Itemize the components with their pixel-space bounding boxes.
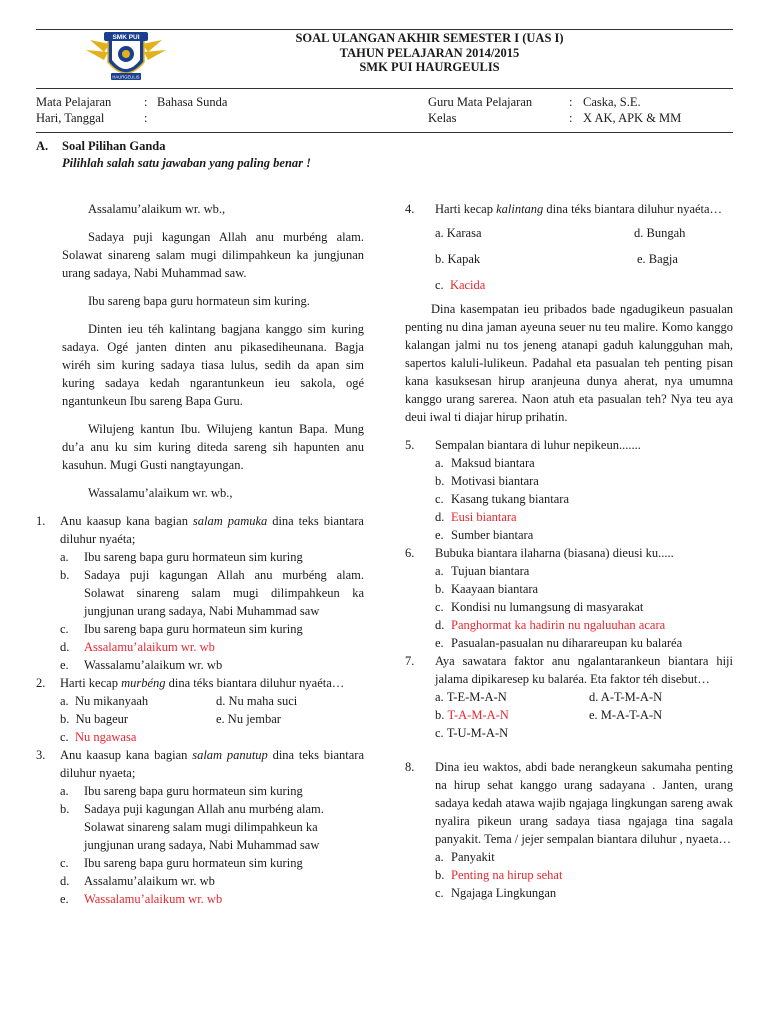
option-letter: a.	[60, 550, 69, 564]
option-letter: c.	[435, 886, 444, 900]
option-text: Assalamu’alaikum wr. wb	[84, 874, 215, 888]
option-letter: d.	[60, 640, 70, 654]
class-value: X AK, APK & MM	[583, 111, 682, 125]
option-letter: d.	[60, 874, 70, 888]
question-text-post: dina teks biantara diluhur nyaéta;	[60, 514, 364, 546]
section-heading	[36, 138, 436, 172]
option-letter: a.	[60, 784, 69, 798]
option-letter: d.	[435, 510, 445, 524]
question-4	[405, 200, 733, 218]
logo-top-text: SMK PUI	[112, 34, 140, 41]
question-text-post: dina téks biantara diluhur nyaéta…	[165, 676, 345, 690]
option-letter: b.	[60, 802, 70, 816]
option-text: Sadaya puji kagungan Allah anu murbéng alam. Solawat sinareng salam mugi dilimpahkeun ka jungjunan urang sadaya, Nabi Muhammad saw	[84, 568, 364, 618]
q5-option-b[interactable]	[405, 472, 733, 490]
option-text-answer: Wassalamu’alaikum wr. wb	[84, 892, 223, 906]
q1-option-a[interactable]	[36, 548, 364, 566]
option-text: Sumber biantara	[451, 528, 534, 542]
speech-paragraph-3: Dinten ieu téh kalintang bagjana kanggo sim kuring sadaya. Ogé janten dinten anu pikasediheunana. Bagja wiréh sim kuring sadaya tiasa lulus, sedih da apan sim kuring sadaya kedah ngarantunkeun ieu sakola, ogé ngantunkeun Ibu sareng Bapa Guru.	[62, 322, 364, 408]
option-letter: c.	[60, 856, 69, 870]
q3-option-e[interactable]	[36, 890, 364, 908]
option-letter: c.	[435, 726, 444, 740]
question-number: 8.	[405, 760, 415, 774]
q4-option-c[interactable]	[435, 276, 485, 294]
option-text: Nu bageur	[75, 712, 129, 726]
q5-option-c[interactable]	[405, 490, 733, 508]
option-text: Ibu sareng bapa guru hormateun sim kuring	[84, 856, 303, 870]
option-text: Kaayaan biantara	[451, 582, 539, 596]
option-letter: c.	[60, 730, 69, 744]
title-line-3: SMK PUI HAURGEULIS	[359, 60, 500, 74]
option-text-answer: Kacida	[449, 278, 486, 292]
q4-option-e[interactable]: e. Bagja	[637, 252, 678, 266]
subject-value: Bahasa Sunda	[157, 95, 228, 109]
option-letter: b.	[435, 868, 445, 882]
q6-option-d[interactable]	[405, 616, 733, 634]
q4-option-b[interactable]: b. Kapak	[435, 252, 481, 266]
question-text-em: kalintang	[496, 202, 544, 216]
option-text: Panyakit	[451, 850, 495, 864]
question-3	[36, 746, 364, 782]
option-letter: a.	[435, 850, 444, 864]
teacher-value: Caska, S.E.	[583, 95, 641, 109]
option-letter: b.	[435, 708, 445, 722]
question-text-post: dina teks biantara diluhur nyaeta;	[60, 748, 365, 780]
option-letter: a.	[435, 564, 444, 578]
q8-option-c[interactable]	[405, 884, 733, 902]
question-6	[405, 544, 733, 562]
q4-options-row-3	[405, 276, 733, 300]
speech-paragraph-1: Sadaya puji kagungan Allah anu murbéng alam. Solawat sinareng salam mugi dilimpahkeun ka jungjunan urang sadaya, Nabi Muhammad saw.	[62, 230, 364, 280]
question-number: 1.	[36, 514, 46, 528]
option-text: Maksud biantara	[451, 456, 535, 470]
question-text-em: murbéng	[121, 676, 166, 690]
option-letter: c.	[435, 278, 444, 292]
teacher-label: Guru Mata Pelajaran	[428, 95, 533, 109]
option-letter: b.	[435, 582, 445, 596]
option-text: T-E-M-A-N	[446, 690, 507, 704]
option-text-answer: T-A-M-A-N	[447, 708, 509, 722]
question-text-pre: Harti kecap	[435, 202, 497, 216]
class-label: Kelas	[428, 111, 457, 125]
q2-option-d[interactable]: d. Nu maha suci	[216, 694, 298, 708]
q3-option-b[interactable]	[36, 800, 364, 854]
option-text: Kasang tukang biantara	[451, 492, 570, 506]
option-text-answer: Assalamu’alaikum wr. wb	[84, 640, 215, 654]
q6-option-c[interactable]	[405, 598, 733, 616]
option-text: Wassalamu’alaikum wr. wb	[84, 658, 223, 672]
question-number: 6.	[405, 546, 415, 560]
option-letter: d.	[435, 618, 445, 632]
teacher-sep: :	[569, 95, 573, 109]
option-letter: e.	[435, 636, 444, 650]
question-text-em: salam panutup	[192, 748, 268, 762]
q7-option-b[interactable]	[435, 706, 509, 724]
date-label: Hari, Tanggal	[36, 111, 105, 125]
question-2	[36, 674, 364, 692]
option-letter: b.	[60, 712, 70, 726]
question-text: Dina ieu waktos, abdi bade nerangkeun sakumaha penting na hirup sehat kanggo urang sadayana . Janten, urang sadaya kedah atawa wajib ngajaga lingkungan sareng awak nyalira pikeun urang sadaya tiasa ngajaga tina sagala panyakit. Tema / jejer sempalan biantara diluhur , nyaeta…	[435, 760, 733, 846]
q2-option-a[interactable]	[60, 692, 148, 710]
q8-option-b[interactable]	[405, 866, 733, 884]
option-letter: a.	[435, 456, 444, 470]
question-number: 5.	[405, 438, 415, 452]
option-text-answer: Nu ngawasa	[74, 730, 137, 744]
speech-paragraph-4: Wilujeng kantun Ibu. Wilujeng kantun Bapa. Mung du’a anu ku sim kuring diteda sareng sih hapunten anu kasuhun. Mugi Gusti nangtayungan.	[62, 422, 364, 472]
question-number: 3.	[36, 748, 46, 762]
option-text: Pasualan-pasualan nu diharareupan ku balaréa	[451, 636, 683, 650]
option-text: Ibu sareng bapa guru hormateun sim kuring	[84, 622, 303, 636]
question-number: 2.	[36, 676, 46, 690]
q2-option-b[interactable]	[60, 710, 128, 728]
q6-option-e[interactable]	[405, 634, 733, 652]
q1-option-b[interactable]	[36, 566, 364, 620]
question-1	[36, 512, 364, 548]
q3-option-a[interactable]	[36, 782, 364, 800]
q1-option-d[interactable]	[36, 638, 364, 656]
option-text: Ibu sareng bapa guru hormateun sim kuring	[84, 550, 303, 564]
option-text: Ngajaga Lingkungan	[451, 886, 557, 900]
q1-option-e[interactable]	[36, 656, 364, 674]
option-letter: c.	[435, 492, 444, 506]
subject-label: Mata Pelajaran	[36, 95, 112, 109]
option-letter: e.	[60, 892, 69, 906]
q6-option-b[interactable]	[405, 580, 733, 598]
option-text: Kondisi nu lumangsung di masyarakat	[451, 600, 644, 614]
q4-options-row-2	[405, 250, 733, 276]
option-letter: a.	[435, 690, 444, 704]
option-text: T-U-M-A-N	[446, 726, 509, 740]
question-text: Bubuka biantara ilaharna (biasana) dieusi ku.....	[435, 546, 674, 560]
speech-greeting: Assalamu’alaikum wr. wb.,	[88, 202, 226, 216]
option-letter: b.	[60, 568, 70, 582]
class-sep: :	[569, 111, 573, 125]
q2-options-row-3	[36, 728, 364, 746]
option-text-answer: Penting na hirup sehat	[451, 868, 563, 882]
q7-options-row-2	[405, 706, 733, 724]
q7-options-row-1	[405, 688, 733, 706]
q7-option-e[interactable]: e. M-A-T-A-N	[589, 708, 663, 722]
section-instruction: Pilihlah salah satu jawaban yang paling benar !	[62, 156, 312, 170]
q4-option-a[interactable]: a. Karasa	[435, 226, 482, 240]
q6-option-a[interactable]	[405, 562, 733, 580]
q2-options-row-2	[36, 710, 364, 728]
q7-option-c[interactable]	[435, 724, 508, 742]
title-line-2: TAHUN PELAJARAN 2014/2015	[339, 45, 520, 60]
question-7	[405, 652, 733, 688]
exam-info	[36, 93, 733, 133]
question-8	[405, 758, 733, 848]
q7-options-row-3	[405, 724, 733, 742]
question-number: 4.	[405, 202, 415, 216]
question-text-em: salam pamuka	[192, 514, 268, 528]
q4-options-row-1	[405, 224, 733, 250]
speech-paragraph-2: Ibu sareng bapa guru hormateun sim kuring.	[88, 294, 310, 308]
option-letter: c.	[60, 622, 69, 636]
q5-option-d[interactable]	[405, 508, 733, 526]
title-line-1: SOAL ULANGAN AKHIR SEMESTER I (UAS I)	[295, 31, 564, 45]
option-letter: c.	[435, 600, 444, 614]
passage-2: Dina kasempatan ieu pribados bade ngadugikeun pasualan penting nu dina jaman ayeuna seuer nu teu malire. Komo kanggo kalangan jalmi nu tos jeneng atanapi gaduh kalungguhan mah, sapertos kaluli-lulikeun. Padahal eta pasualan teh penting pisan kana kasuksesan hirup aranjeuna dunya aherat, nya umumna kanggo urang sarerea. Naon atuh eta pasualan teh? Nya teu aya deui iwal ti diajar hirup prihatin.	[405, 302, 733, 424]
logo-bottom-text: HAURGEULIS	[112, 74, 140, 80]
right-column	[405, 200, 733, 902]
q2-option-c[interactable]	[60, 728, 136, 746]
option-text-answer: Eusi biantara	[451, 510, 517, 524]
option-text: Nu mikanyaah	[74, 694, 149, 708]
q2-options-row-1	[36, 692, 364, 710]
option-text: Tujuan biantara	[451, 564, 530, 578]
option-letter: a.	[60, 694, 69, 708]
option-text: Ibu sareng bapa guru hormateun sim kuring	[84, 784, 303, 798]
question-text: Aya sawatara faktor anu ngalantarankeun biantara hiji jalama dipikaresep ku balaréa. Eta faktor téh disebut…	[435, 654, 733, 686]
question-text-pre: Anu kaasup kana bagian	[60, 748, 193, 762]
option-text: Motivasi biantara	[451, 474, 539, 488]
speech-closing: Wassalamu’alaikum wr. wb.,	[88, 486, 233, 500]
q1-option-c[interactable]	[36, 620, 364, 638]
q8-option-a[interactable]	[405, 848, 733, 866]
q3-option-d[interactable]	[36, 872, 364, 890]
q7-option-d[interactable]: d. A-T-M-A-N	[589, 690, 663, 704]
option-text-answer: Panghormat ka hadirin nu ngaluuhan acara	[451, 618, 666, 632]
q4-option-d[interactable]: d. Bungah	[634, 226, 686, 240]
section-letter: A.	[36, 139, 49, 153]
left-column	[36, 200, 364, 908]
q5-option-a[interactable]	[405, 454, 733, 472]
section-title: Soal Pilihan Ganda	[62, 139, 166, 153]
option-letter: e.	[60, 658, 69, 672]
exam-header	[36, 29, 733, 89]
question-text-pre: Anu kaasup kana bagian	[60, 514, 193, 528]
q7-option-a[interactable]	[435, 688, 507, 706]
question-text-pre: Harti kecap	[60, 676, 122, 690]
q3-option-c[interactable]	[36, 854, 364, 872]
subject-sep: :	[144, 95, 148, 109]
option-text: Sadaya puji kagungan Allah anu murbéng alam. Solawat sinareng salam mugi dilimpahkeun ka jungjunan urang sadaya, Nabi Muhammad saw	[84, 802, 324, 852]
q2-option-e[interactable]: e. Nu jembar	[216, 712, 281, 726]
exam-title	[36, 31, 733, 75]
question-text-post: dina téks biantara diluhur nyaéta…	[543, 202, 723, 216]
date-sep: :	[144, 111, 148, 125]
question-text: Sempalan biantara di luhur nepikeun.......	[435, 438, 641, 452]
question-5	[405, 436, 733, 454]
question-number: 7.	[405, 654, 415, 668]
option-letter: b.	[435, 474, 445, 488]
q5-option-e[interactable]	[405, 526, 733, 544]
option-letter: e.	[435, 528, 444, 542]
